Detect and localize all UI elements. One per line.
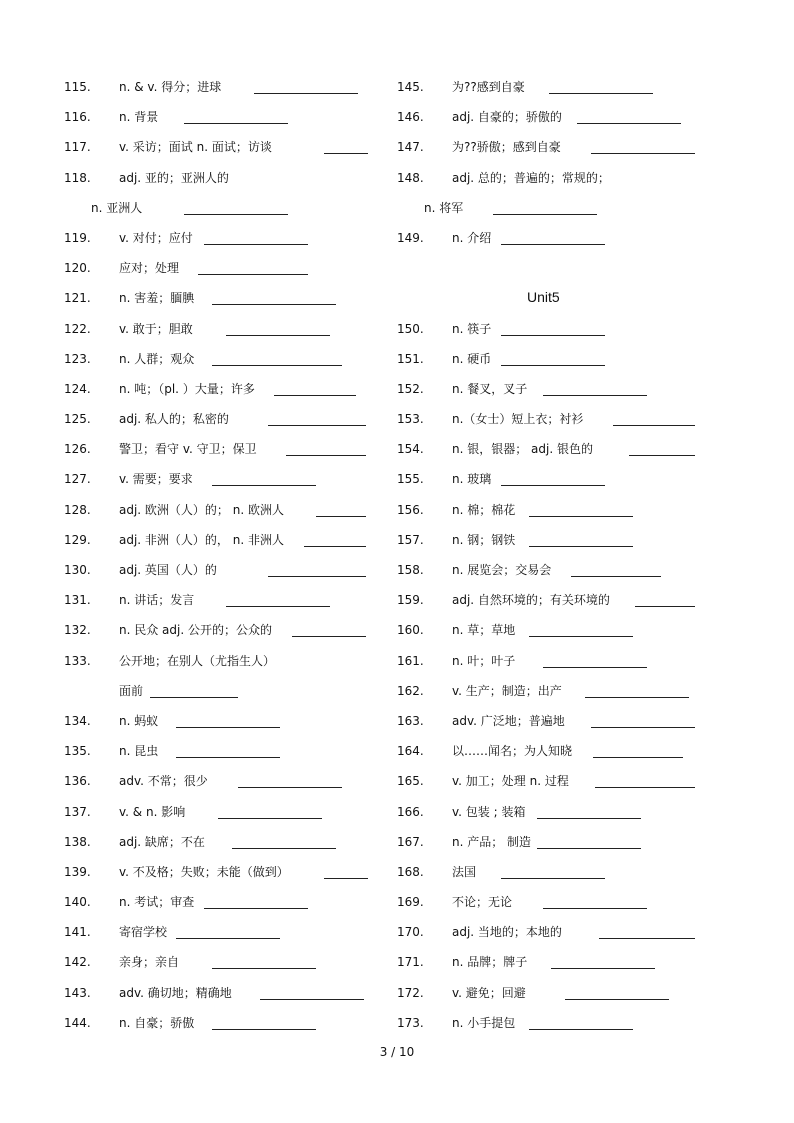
vocab-row (397, 106, 717, 136)
item-number: 118. (64, 170, 91, 185)
item-definition: n. 玻璃 (452, 472, 492, 487)
vocab-row (64, 951, 384, 981)
item-number: 122. (64, 321, 91, 336)
item-definition: n. & v. 得分；进球 (119, 80, 222, 94)
answer-blank[interactable] (238, 787, 342, 788)
answer-blank[interactable] (218, 818, 322, 819)
vocab-row (64, 891, 384, 921)
item-definition: adv. 确切地；精确地 (119, 985, 232, 1000)
vocab-row (64, 197, 384, 227)
answer-blank[interactable] (198, 274, 308, 275)
item-definition: n.（女士）短上衣；衬衫 (452, 412, 584, 427)
item-definition: n. 草；草地 (452, 623, 516, 638)
item-definition: n. 展览会；交易会 (452, 563, 552, 577)
answer-blank[interactable] (591, 153, 695, 154)
vocab-row (64, 710, 384, 740)
vocab-row (64, 136, 384, 166)
item-definition: v. 敢于；胆敢 (119, 321, 193, 336)
vocab-row (397, 770, 717, 800)
answer-blank[interactable] (543, 395, 647, 396)
vocab-row (64, 318, 384, 348)
item-number: 133. (64, 653, 91, 668)
vocab-row (64, 770, 384, 800)
answer-blank[interactable] (493, 214, 597, 215)
vocab-row (64, 227, 384, 257)
vocab-row (397, 740, 717, 770)
item-definition: v. 避免；回避 (452, 985, 526, 1000)
item-definition: n. 亚洲人 (91, 200, 143, 215)
item-definition: n. 昆虫 (119, 744, 159, 759)
vocab-row (397, 438, 717, 468)
item-number: 144. (64, 1015, 91, 1030)
right-column (397, 76, 717, 1042)
answer-blank[interactable] (184, 214, 288, 215)
vocab-row (397, 287, 717, 317)
item-number: 126. (64, 442, 91, 457)
item-number: 125. (64, 412, 91, 427)
item-definition: adj. 欧洲（人）的； n. 欧洲人 (119, 502, 284, 517)
vocab-row (64, 167, 384, 197)
item-number: 160. (397, 623, 424, 638)
item-number: 153. (397, 412, 424, 427)
answer-blank[interactable] (212, 485, 316, 486)
answer-blank[interactable] (635, 606, 695, 607)
vocab-row (64, 287, 384, 317)
answer-blank[interactable] (212, 1029, 316, 1030)
vocab-row (397, 227, 717, 257)
item-number: 159. (397, 593, 424, 608)
item-definition: v. 对付；应付 (119, 230, 193, 245)
item-definition: 不论；无论 (452, 895, 513, 910)
item-number: 131. (64, 593, 91, 608)
item-number: 134. (64, 713, 91, 728)
vocab-row (397, 589, 717, 619)
item-number: 121. (64, 291, 91, 306)
answer-blank[interactable] (316, 516, 366, 517)
item-number: 163. (397, 713, 424, 728)
item-number: 117. (64, 140, 91, 155)
answer-blank[interactable] (268, 425, 366, 426)
answer-blank[interactable] (565, 999, 669, 1000)
item-number: 128. (64, 502, 91, 517)
item-definition: n. 品牌；牌子 (452, 955, 528, 970)
item-number: 156. (397, 502, 424, 517)
answer-blank[interactable] (501, 878, 605, 879)
vocab-row (397, 921, 717, 951)
item-definition: n. 讲话；发言 (119, 593, 195, 608)
item-definition: 寄宿学校 (119, 925, 168, 940)
item-definition: n. 蚂蚁 (119, 713, 159, 728)
vocab-row (64, 378, 384, 408)
answer-blank[interactable] (543, 667, 647, 668)
item-number: 172. (397, 985, 424, 1000)
item-definition: n. 民众 adj. 公开的；公众的 (119, 623, 272, 638)
answer-blank[interactable] (204, 244, 308, 245)
item-definition: v. 包装 ; 装箱 (452, 804, 526, 819)
answer-blank[interactable] (260, 999, 364, 1000)
vocab-row (397, 559, 717, 589)
answer-blank[interactable] (212, 304, 336, 305)
item-definition: n. 棉；棉花 (452, 502, 516, 517)
item-definition: n. 人群；观众 (119, 351, 195, 366)
answer-blank[interactable] (176, 757, 280, 758)
vocab-row (64, 529, 384, 559)
item-definition: 面前 (119, 683, 144, 698)
item-number: 139. (64, 864, 91, 879)
vocab-row (397, 197, 717, 227)
item-definition: adj. 英国（人）的 (119, 563, 217, 577)
vocab-row (397, 710, 717, 740)
vocab-row (64, 348, 384, 378)
left-column (64, 76, 384, 1042)
vocab-row (397, 861, 717, 891)
item-definition: n. 自豪；骄傲 (119, 1015, 195, 1030)
item-definition: n. 考试；审查 (119, 895, 195, 910)
item-definition: n. 银，银器； adj. 银色的 (452, 442, 593, 457)
item-definition: n. 叶；叶子 (452, 653, 516, 668)
answer-blank[interactable] (543, 908, 647, 909)
item-definition: adj. 自然环境的；有关环境的 (452, 593, 610, 608)
answer-blank[interactable] (529, 546, 633, 547)
item-number: 119. (64, 230, 91, 245)
item-number: 166. (397, 804, 424, 819)
item-number: 120. (64, 261, 91, 276)
answer-blank[interactable] (274, 395, 356, 396)
answer-blank[interactable] (591, 727, 695, 728)
vocab-row (397, 619, 717, 649)
answer-blank[interactable] (176, 938, 280, 939)
answer-blank[interactable] (254, 93, 358, 94)
item-definition: v. 需要；要求 (119, 472, 193, 487)
answer-blank[interactable] (501, 485, 605, 486)
item-definition: n. 背景 (119, 110, 159, 125)
answer-blank[interactable] (268, 576, 366, 577)
item-number: 158. (397, 563, 424, 577)
item-number: 157. (397, 532, 424, 547)
vocab-row (64, 106, 384, 136)
answer-blank[interactable] (212, 365, 342, 366)
answer-blank[interactable] (286, 455, 366, 456)
answer-blank[interactable] (599, 938, 695, 939)
item-number: 154. (397, 442, 424, 457)
answer-blank[interactable] (324, 153, 368, 154)
answer-blank[interactable] (629, 455, 695, 456)
item-number: 123. (64, 351, 91, 366)
answer-blank[interactable] (529, 1029, 633, 1030)
item-definition: v. 采访；面试 n. 面试；访谈 (119, 140, 272, 155)
answer-blank[interactable] (529, 516, 633, 517)
answer-blank[interactable] (551, 968, 655, 969)
item-number: 140. (64, 895, 91, 910)
item-number: 115. (64, 80, 91, 94)
answer-blank[interactable] (529, 636, 633, 637)
item-definition: v. 加工；处理 n. 过程 (452, 774, 569, 789)
item-definition: 应对；处理 (119, 261, 180, 276)
item-definition: n. 吨；（pl. ）大量；许多 (119, 381, 255, 396)
item-definition: v. 不及格；失败；未能（做到） (119, 864, 289, 879)
item-definition: n. 硬币 (452, 351, 492, 366)
item-number: 170. (397, 925, 424, 940)
vocab-row (397, 891, 717, 921)
vocab-row (64, 921, 384, 951)
item-number: 167. (397, 834, 424, 849)
item-number: 161. (397, 653, 424, 668)
vocab-row (64, 861, 384, 891)
item-number: 130. (64, 563, 91, 577)
item-number: 146. (397, 110, 424, 125)
item-number: 136. (64, 774, 91, 789)
item-number: 138. (64, 834, 91, 849)
vocab-row (397, 318, 717, 348)
item-definition: n. 小手提包 (452, 1015, 516, 1030)
answer-blank[interactable] (324, 878, 368, 879)
answer-blank[interactable] (501, 335, 605, 336)
item-definition: n. 餐叉，叉子 (452, 381, 528, 396)
item-definition: 为??感到自豪 (452, 80, 525, 94)
item-definition: n. 害羞；腼腆 (119, 291, 195, 306)
vocab-row (64, 589, 384, 619)
unit-heading: Unit5 (527, 289, 560, 306)
vocab-row (64, 982, 384, 1012)
vocab-row (64, 438, 384, 468)
item-definition: v. 生产；制造；出产 (452, 683, 562, 698)
vocab-row (397, 1012, 717, 1042)
vocab-row (397, 408, 717, 438)
item-number: 141. (64, 925, 91, 940)
page-number: 3 / 10 (379, 1045, 415, 1059)
vocab-row (397, 136, 717, 166)
vocab-row (397, 529, 717, 559)
answer-blank[interactable] (184, 123, 288, 124)
item-definition: n. 钢；钢铁 (452, 532, 516, 547)
vocab-row (397, 951, 717, 981)
item-number: 151. (397, 351, 424, 366)
item-number: 168. (397, 864, 424, 879)
item-number: 152. (397, 381, 424, 396)
item-number: 171. (397, 955, 424, 970)
vocab-row (64, 499, 384, 529)
vocab-row (64, 559, 384, 589)
vocab-row (64, 680, 384, 710)
vocab-row (64, 650, 384, 680)
item-definition: 为??骄傲；感到自豪 (452, 140, 561, 155)
item-definition: adj. 亚的；亚洲人的 (119, 170, 229, 185)
answer-blank[interactable] (501, 365, 605, 366)
vocab-row (397, 982, 717, 1012)
item-number: 137. (64, 804, 91, 819)
item-definition: adv. 广泛地；普遍地 (452, 713, 565, 728)
answer-blank[interactable] (577, 123, 681, 124)
answer-blank[interactable] (595, 787, 695, 788)
answer-blank[interactable] (292, 636, 366, 637)
vocab-row (397, 76, 717, 106)
item-definition: n. 介绍 (452, 230, 492, 245)
vocab-row (397, 257, 717, 287)
item-definition: adj. 总的；普遍的；常规的； (452, 170, 610, 185)
item-definition: adj. 私人的；私密的 (119, 412, 229, 427)
item-number: 149. (397, 230, 424, 245)
item-definition: 以……闻名；为人知晓 (452, 744, 573, 759)
answer-blank[interactable] (549, 93, 653, 94)
vocab-row (64, 1012, 384, 1042)
vocab-row (397, 348, 717, 378)
item-definition: adj. 非洲（人）的， n. 非洲人 (119, 532, 284, 547)
vocab-row (397, 831, 717, 861)
vocab-row (64, 740, 384, 770)
item-definition: n. 筷子 (452, 321, 492, 336)
vocab-row (64, 468, 384, 498)
answer-blank[interactable] (212, 968, 316, 969)
vocab-row (64, 408, 384, 438)
answer-blank[interactable] (537, 818, 641, 819)
vocab-row (397, 167, 717, 197)
item-number: 132. (64, 623, 91, 638)
item-number: 155. (397, 472, 424, 487)
vocab-row (64, 801, 384, 831)
item-definition: adj. 自豪的；骄傲的 (452, 110, 562, 125)
vocab-row (397, 801, 717, 831)
item-definition: 亲身；亲自 (119, 955, 180, 970)
item-definition: adv. 不常；很少 (119, 774, 208, 789)
answer-blank[interactable] (613, 425, 695, 426)
item-definition: n. 产品； 制造 (452, 834, 532, 849)
vocab-row (397, 650, 717, 680)
answer-blank[interactable] (304, 546, 366, 547)
answer-blank[interactable] (226, 606, 330, 607)
item-number: 173. (397, 1015, 424, 1030)
answer-blank[interactable] (232, 848, 336, 849)
answer-blank[interactable] (593, 757, 683, 758)
item-definition: 公开地；在别人（尤指生人） (119, 653, 276, 668)
item-definition: 法国 (452, 864, 477, 879)
answer-blank[interactable] (150, 697, 238, 698)
item-definition: adj. 当地的；本地的 (452, 925, 562, 940)
vocab-row (397, 499, 717, 529)
item-number: 148. (397, 170, 424, 185)
answer-blank[interactable] (537, 848, 641, 849)
item-number: 135. (64, 744, 91, 759)
vocab-row (397, 680, 717, 710)
item-number: 143. (64, 985, 91, 1000)
item-definition: adj. 缺席；不在 (119, 834, 205, 849)
vocab-row (64, 257, 384, 287)
vocab-row (64, 831, 384, 861)
vocab-row (64, 76, 384, 106)
item-definition: n. 将军 (424, 200, 464, 215)
answer-blank[interactable] (585, 697, 689, 698)
vocab-row (64, 619, 384, 649)
item-number: 169. (397, 895, 424, 910)
item-number: 116. (64, 110, 91, 125)
item-number: 127. (64, 472, 91, 487)
item-number: 129. (64, 532, 91, 547)
vocab-row (397, 468, 717, 498)
answer-blank[interactable] (204, 908, 308, 909)
item-number: 150. (397, 321, 424, 336)
item-number: 145. (397, 80, 424, 94)
item-number: 147. (397, 140, 424, 155)
item-number: 162. (397, 683, 424, 698)
answer-blank[interactable] (501, 244, 605, 245)
item-definition: 警卫；看守 v. 守卫；保卫 (119, 442, 257, 457)
vocab-row (397, 378, 717, 408)
item-definition: v. & n. 影响 (119, 804, 186, 819)
answer-blank[interactable] (226, 335, 330, 336)
item-number: 164. (397, 744, 424, 759)
answer-blank[interactable] (571, 576, 661, 577)
item-number: 124. (64, 381, 91, 396)
answer-blank[interactable] (176, 727, 280, 728)
item-number: 142. (64, 955, 91, 970)
item-number: 165. (397, 774, 424, 789)
